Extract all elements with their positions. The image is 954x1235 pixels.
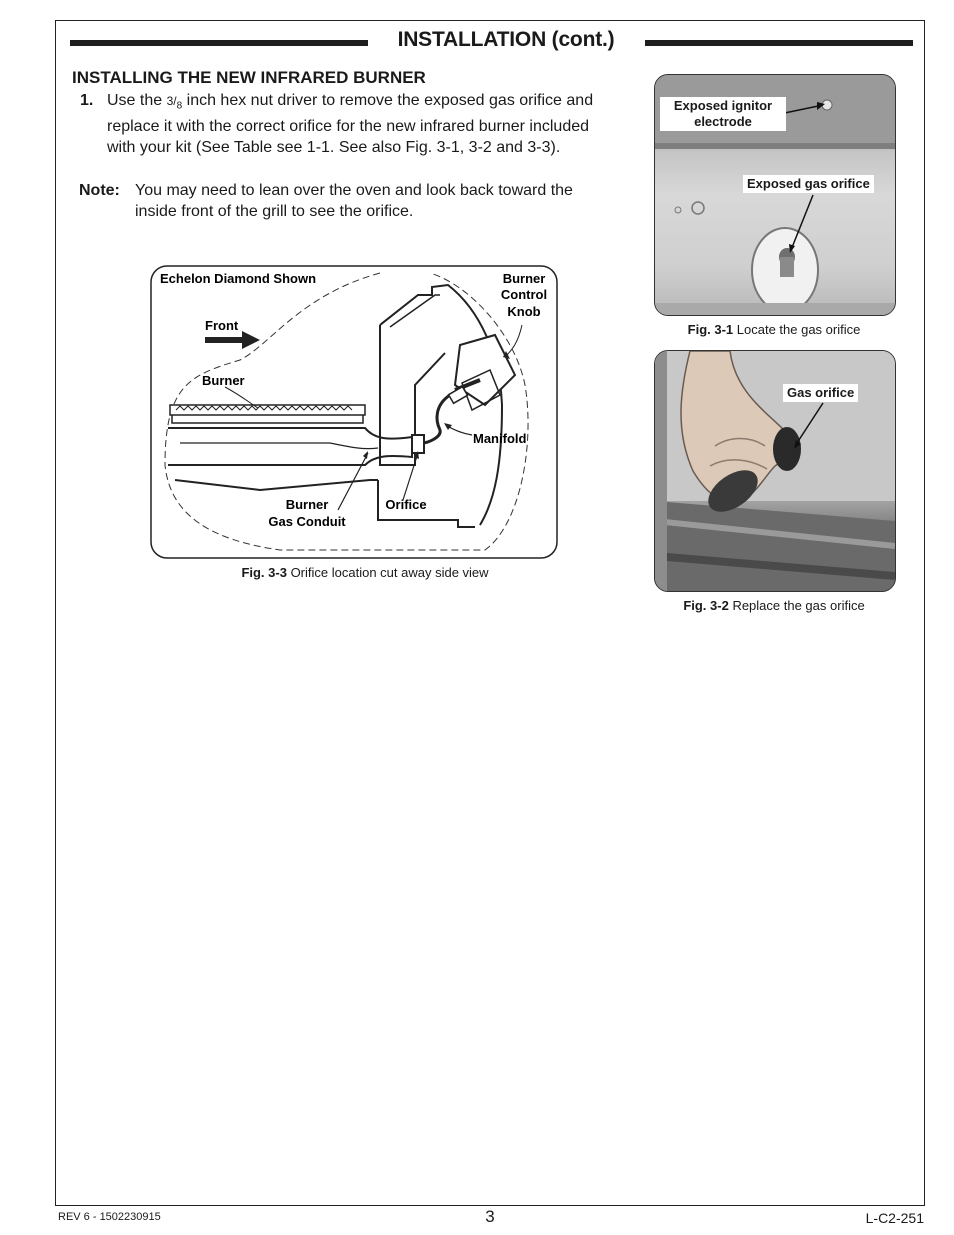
knob-label-1: Burner (502, 271, 546, 286)
diagram-heading: Echelon Diamond Shown (160, 271, 317, 286)
header-rule-left (70, 40, 368, 46)
step-number: 1. (80, 92, 94, 109)
note-label: Note: (79, 182, 120, 199)
note-text: You may need to lean over the oven and look back toward the inside front of the grill to see the orifice. (135, 182, 573, 220)
step-text: Use the $3/_8$ inch hex nut driver to remove the exposed gas orifice and replace it with the correct orifice for the new infrared burner included with your kit (See Table see 1-1. See also Fig. 3-1, 3-2 and 3-3). (107, 92, 594, 157)
section-title: INSTALLING THE NEW INFRARED BURNER (72, 68, 426, 87)
conduit-label-1: Burner (285, 497, 329, 512)
page-title: INSTALLATION (cont.) (397, 28, 615, 51)
ignitor-callout: Exposed ignitor electrode (660, 97, 786, 131)
fig-3-2-caption: Fig. 3-2 Replace the gas orifice (683, 598, 865, 613)
hand-replacing-orifice-illustration (655, 351, 895, 591)
front-label: Front (205, 318, 239, 333)
photo-fig-3-1 (654, 74, 896, 316)
knob-label-3: Knob (507, 304, 541, 319)
manifold-label: Manifold (473, 431, 527, 446)
note (79, 180, 599, 222)
header-rule-right (645, 40, 913, 46)
orifice-label: Orifice (385, 497, 427, 512)
burner-label: Burner (202, 373, 245, 388)
page-number: 3 (485, 1207, 495, 1226)
fig-3-1-caption: Fig. 3-1 Locate the gas orifice (687, 322, 861, 337)
cutaway-diagram (150, 265, 558, 559)
document-code: L-C2-251 (865, 1210, 924, 1226)
step-1 (80, 90, 600, 158)
gas-orifice-callout: Exposed gas orifice (743, 175, 874, 193)
gas-orifice-callout-2: Gas orifice (783, 384, 858, 402)
figure-3-3 (150, 265, 558, 559)
knob-label-2: Control (500, 287, 548, 302)
fig-3-3-caption: Fig. 3-3 Orifice location cut away side view (241, 565, 489, 580)
photo-fig-3-2 (654, 350, 896, 592)
conduit-label-2: Gas Conduit (268, 514, 346, 529)
revision-number: REV 6 - 1502230915 (58, 1211, 161, 1223)
